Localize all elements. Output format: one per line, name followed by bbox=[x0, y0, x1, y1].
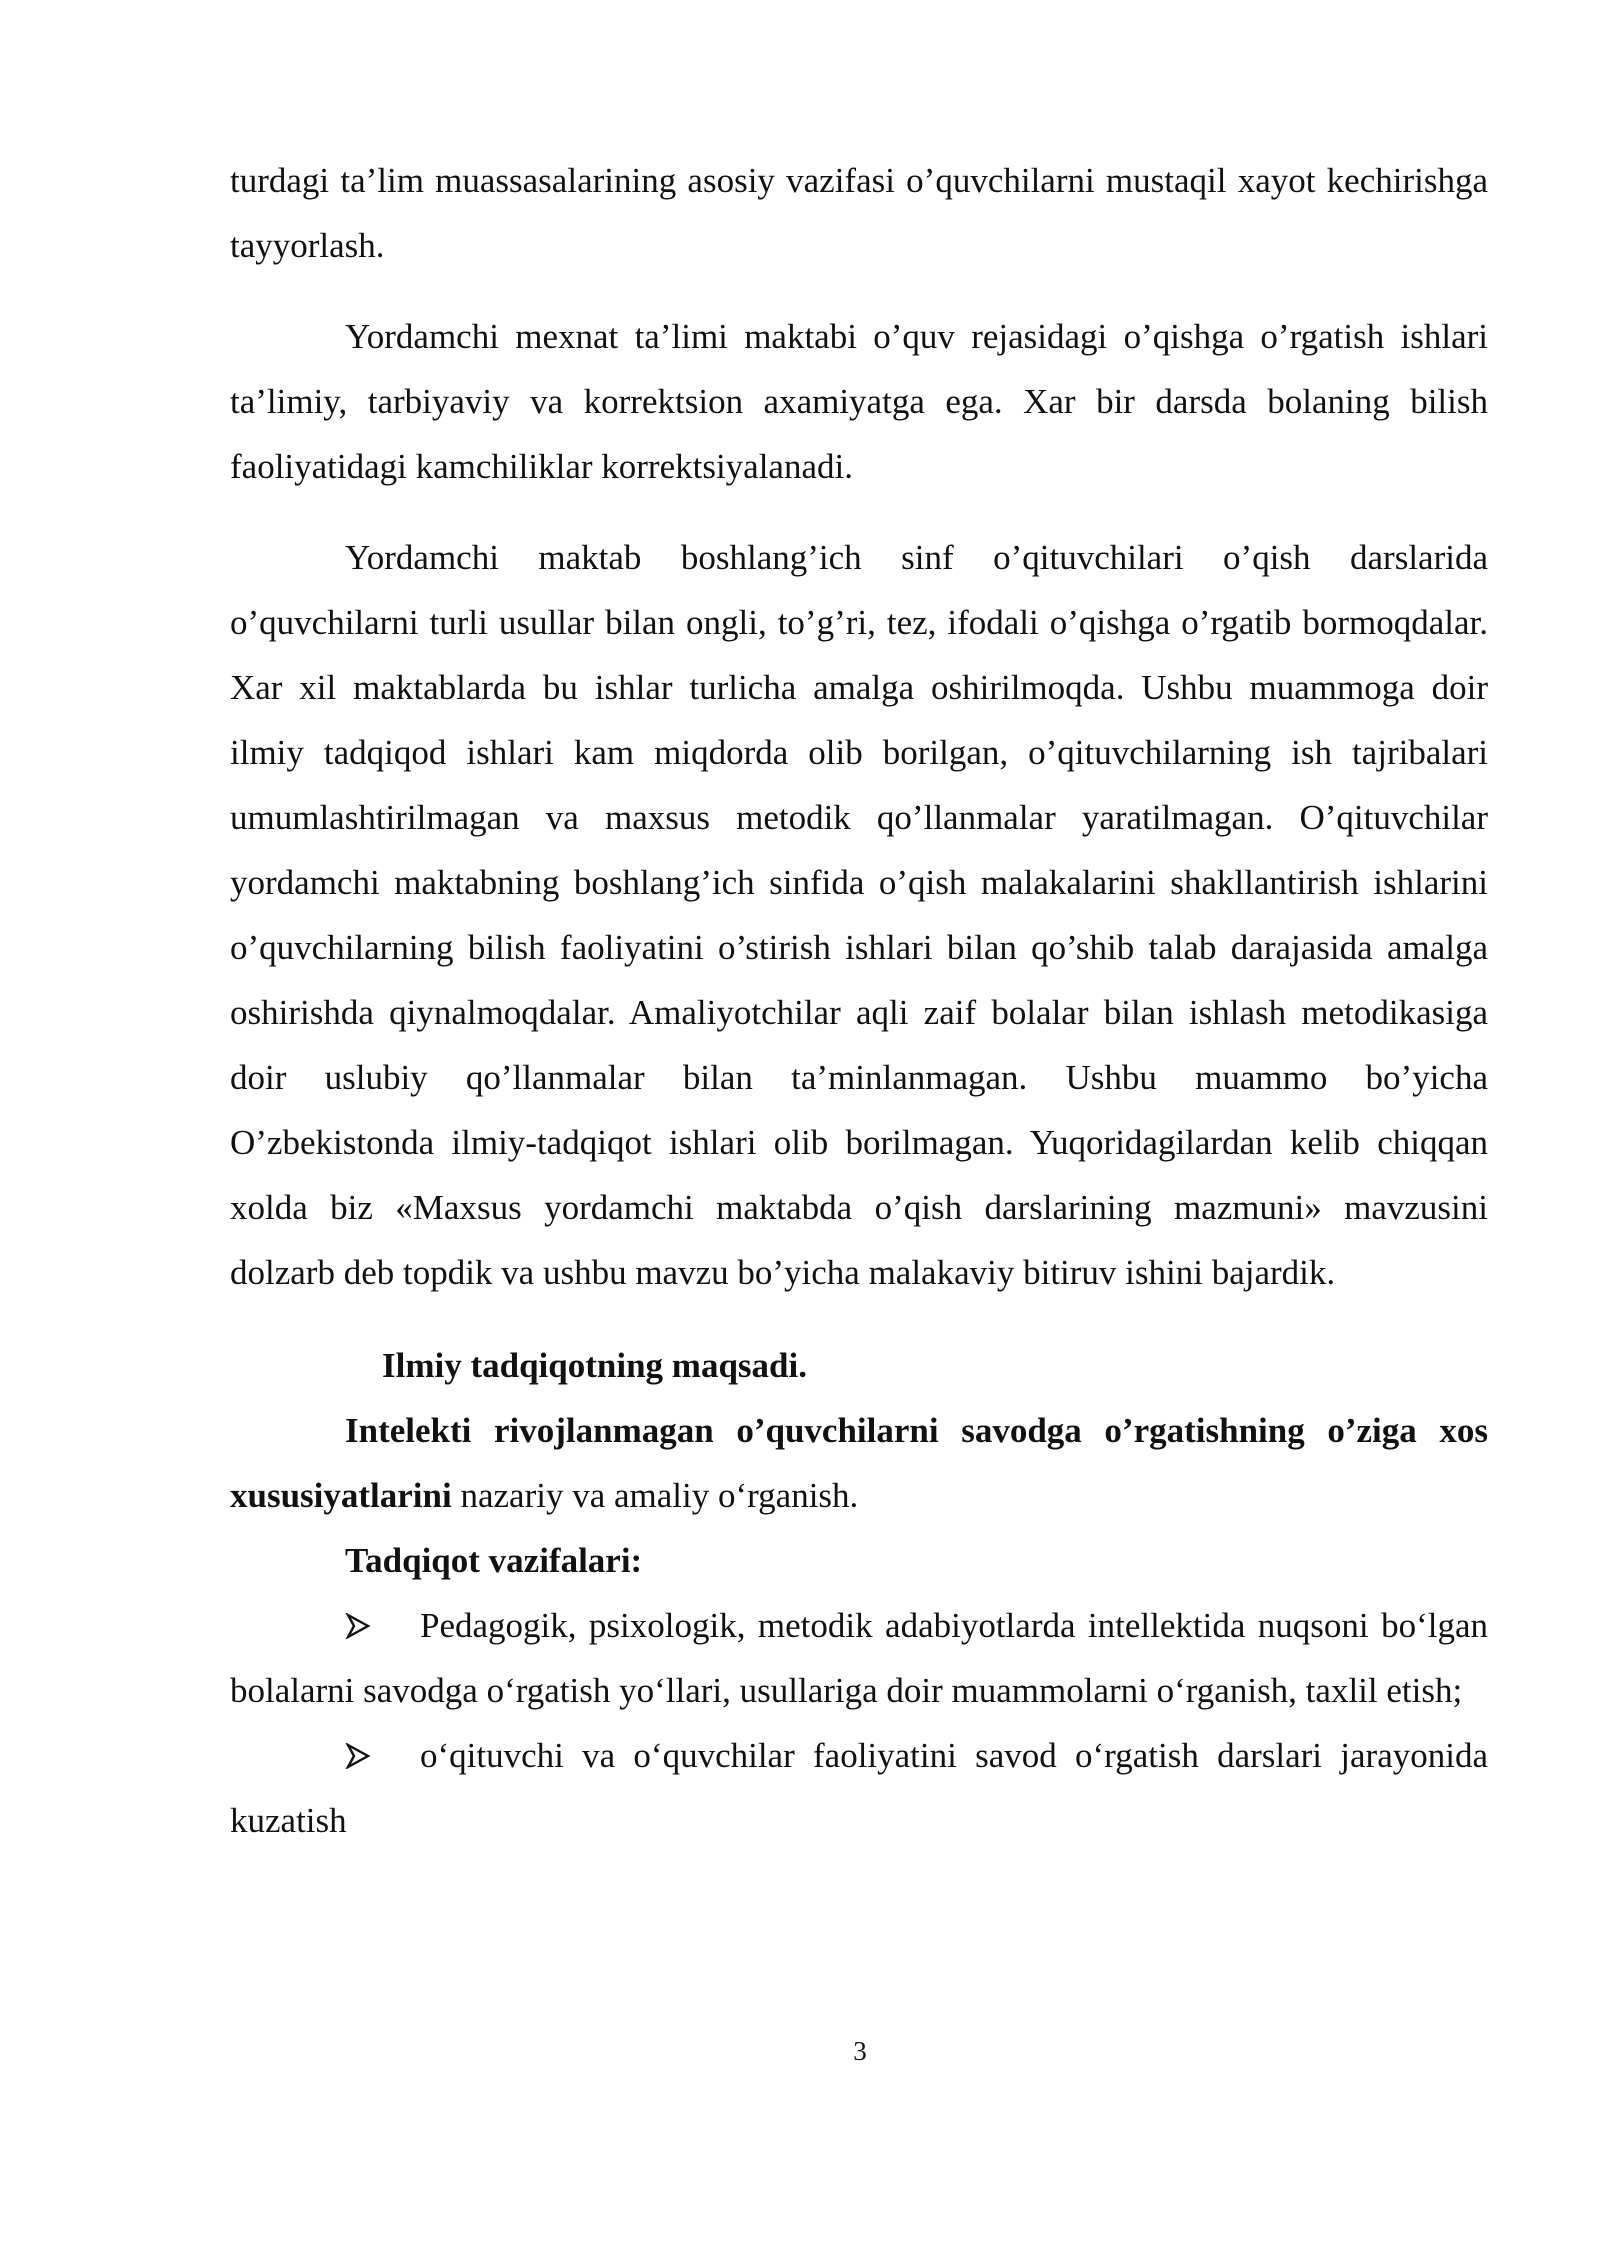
goal-paragraph bbox=[230, 1398, 1488, 1528]
paragraph-3: Yordamchi maktab boshlang’ich sinf o’qituvchilari o’qish darslarida o’quvchilarni turli usullar bilan ongli, to’g’ri, tez, ifodali o’qishga o’rgatib bormoqdalar. Xar xil maktablarda bu ishlar turlicha amalga oshirilmoqda. Ushbu muammoga doir ilmiy tadqiqod ishlari kam miqdorda olib borilgan, o’qituvchilarning ish tajribalari umumlashtirilmagan va maxsus metodik qo’llanmalar yaratilmagan. O’qituvchilar yordamchi maktabning boshlang’ich sinfida o’qish malakalarini shakllantirish ishlarini o’quvchilarning bilish faoliyatini o’stirish ishlari bilan qo’shib talab darajasida amalga oshirishda qiynalmoqdalar. Amaliyotchilar aqli zaif bolalar bilan ishlash metodikasiga doir uslubiy qo’llanmalar bilan ta’minlanmagan. Ushbu muammo bo’yicha O’zbekistonda ilmiy-tadqiqot ishlari olib borilmagan. Yuqoridagilardan kelib chiqqan xolda biz «Maxsus yordamchi maktabda o’qish darslarining mazmuni» mavzusini dolzarb deb topdik va ushbu mavzu bo’yicha malakaviy bitiruv ishini bajardik. bbox=[230, 538, 1488, 1292]
task-item bbox=[230, 1593, 1488, 1723]
paragraph-1: turdagi ta’lim muassasalarining asosiy vazifasi o’quvchilarni mustaqil xayot kechirishga tayyorlash. bbox=[230, 161, 1488, 265]
task-item-text: o‘qituvchi va o‘quvchilar faoliyatini savod o‘rgatish darslari jarayonida kuzatish bbox=[230, 1736, 1488, 1840]
page-body bbox=[230, 148, 1488, 1853]
arrowhead-bullet-icon bbox=[345, 1723, 420, 1788]
paragraph-2: Yordamchi mexnat ta’limi maktabi o’quv rejasidagi o’qishga o’rgatish ishlari ta’limiy, tarbiyaviy va korrektsion axamiyatga ega. Xar bir darsda bolaning bilish faoliyatidagi kamchiliklar korrektsiyalanadi. bbox=[230, 317, 1488, 486]
task-item bbox=[230, 1723, 1488, 1853]
goal-normal-text: nazariy va amaliy o‘rganish. bbox=[451, 1476, 859, 1515]
goal-heading: Ilmiy tadqiqotning maqsadi. bbox=[382, 1346, 807, 1385]
arrowhead-bullet-icon bbox=[345, 1593, 420, 1658]
page-number: 3 bbox=[853, 2036, 867, 2066]
tasks-heading: Tadqiqot vazifalari: bbox=[345, 1541, 643, 1580]
goal-bold-text: Intelekti rivojlanmagan o’quvchilarni savodga o’rgatishning o’ziga xos xususiyatlarini bbox=[230, 1411, 1488, 1515]
task-item-text: Pedagogik, psixologik, metodik adabiyotlarda intellektida nuqsoni bo‘lgan bolalarni savodga o‘rgatish yo‘llari, usullariga doir muammolarni o‘rganish, taxlil etish; bbox=[230, 1606, 1488, 1710]
